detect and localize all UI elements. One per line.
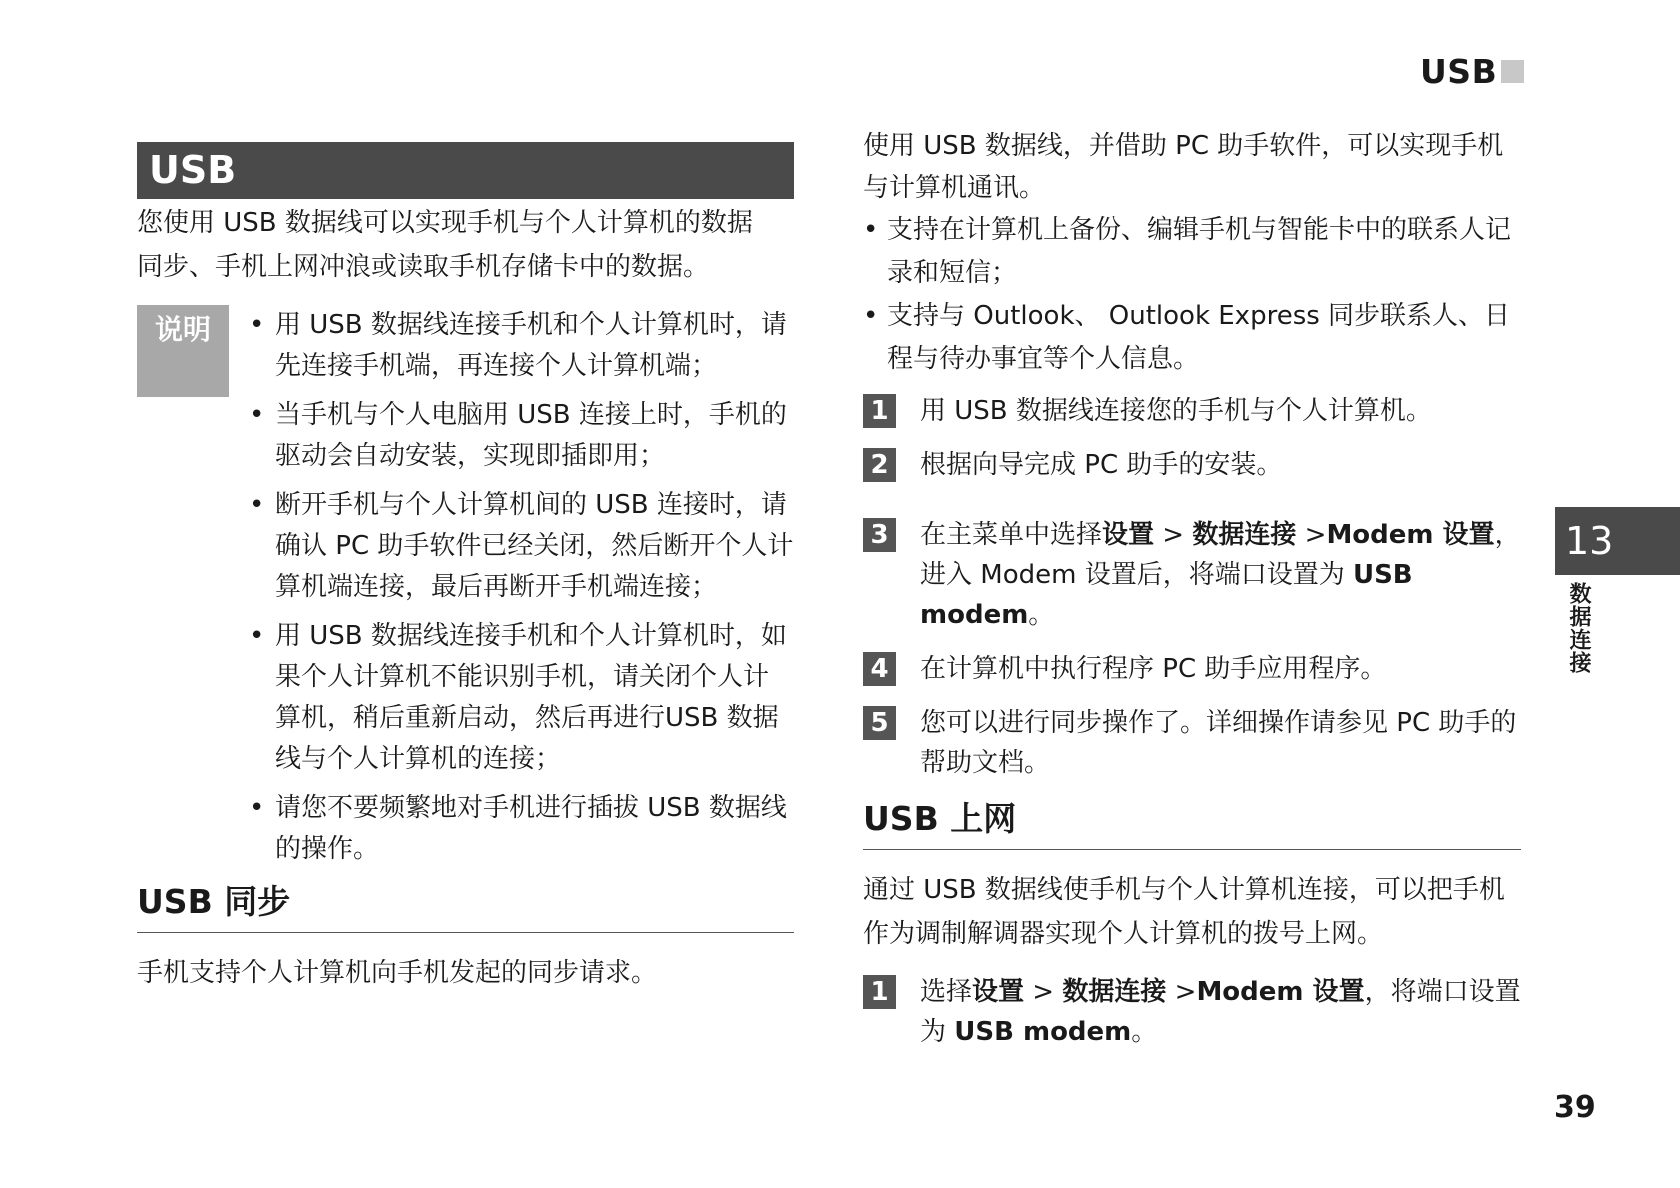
menu-separator: > (1024, 977, 1063, 1007)
step-number-badge: 3 (863, 518, 896, 552)
usb-internet-heading: USB 上网 (863, 797, 1521, 850)
step-text (920, 977, 1521, 1047)
step-text-part: ，将端口设置为 (920, 977, 1521, 1047)
step-item (863, 649, 1521, 689)
note-item: • 用 USB 数据线连接手机和个人计算机时，请先连接手机端，再连接个人计算机端； (247, 305, 794, 387)
step-text: 根据向导完成 PC 助手的安装。 (920, 450, 1283, 480)
step-item (863, 972, 1521, 1052)
step-text: 在计算机中执行程序 PC 助手应用程序。 (920, 654, 1387, 684)
menu-path-data-connection: 数据连接 (1062, 977, 1167, 1007)
intro-line-1: 您使用 USB 数据线可以实现手机与个人计算机的数据 (137, 208, 753, 238)
chapter-label: 数据连接 (1566, 582, 1591, 674)
menu-separator: > (1296, 520, 1327, 550)
step-text-part: 。 (1131, 1017, 1158, 1047)
menu-path-modem-settings: Modem 设置 (1326, 520, 1495, 550)
step-text: 您可以进行同步操作了。详细操作请参见 PC 助手的帮助文档。 (920, 708, 1517, 778)
running-header-title: USB (1420, 52, 1498, 91)
step-number-badge: 4 (863, 652, 896, 686)
step-text-part: 。 (1028, 600, 1055, 630)
pc-assistant-intro: 使用 USB 数据线，并借助 PC 助手软件，可以实现手机与计算机通讯。 (863, 131, 1504, 203)
step-number-badge: 5 (863, 706, 896, 740)
menu-path-data-connection: 数据连接 (1192, 520, 1297, 550)
menu-separator: > (1166, 977, 1197, 1007)
step-item (863, 515, 1521, 635)
feature-item: • 支持与 Outlook、 Outlook Express 同步联系人、日程与待办事宜等个人信息。 (863, 295, 1521, 381)
usb-modem-option: USB modem (954, 1017, 1132, 1047)
feature-list (863, 209, 1521, 381)
usb-internet-text: 通过 USB 数据线使手机与个人计算机连接，可以把手机作为调制解调器实现个人计算机的拨号上网。 (863, 875, 1505, 949)
menu-separator: > (1154, 520, 1193, 550)
note-block (137, 305, 794, 870)
step-item (863, 703, 1521, 783)
left-column (137, 142, 794, 995)
step-text-part: 选择 (920, 977, 973, 1007)
note-item: • 当手机与个人电脑用 USB 连接上时，手机的驱动会自动安装，实现即插即用； (247, 395, 794, 477)
step-text: 用 USB 数据线连接您的手机与个人计算机。 (920, 396, 1432, 426)
note-list (247, 305, 794, 870)
step-text-part: ，进入 Modem 设置后，将端口设置为 (920, 520, 1521, 590)
note-label: 说明 (137, 305, 229, 397)
step-text-part: 在主菜单中选择 (920, 520, 1103, 550)
usb-sync-text: 手机支持个人计算机向手机发起的同步请求。 (137, 958, 658, 988)
section-banner: USB (137, 142, 794, 199)
install-steps (863, 391, 1521, 783)
step-number-badge: 2 (863, 448, 896, 482)
menu-path-settings: 设置 (1102, 520, 1155, 550)
note-item: • 请您不要频繁地对手机进行插拔 USB 数据线的操作。 (247, 788, 794, 870)
usb-modem-option: USB modem (920, 560, 1413, 630)
step-number-badge: 1 (863, 394, 896, 428)
step-item (863, 445, 1521, 485)
note-item: • 用 USB 数据线连接手机和个人计算机时，如果个人计算机不能识别手机，请关闭个人计算机，稍后重新启动，然后再进行USB 数据线与个人计算机的连接； (247, 616, 794, 780)
right-column (863, 125, 1521, 1066)
feature-item: • 支持在计算机上备份、编辑手机与智能卡中的联系人记录和短信； (863, 209, 1521, 295)
menu-path-modem-settings: Modem 设置 (1196, 977, 1365, 1007)
header-square-marker (1501, 60, 1524, 83)
step-text (920, 520, 1521, 630)
usb-sync-heading: USB 同步 (137, 880, 794, 933)
chapter-tab: 13 (1555, 507, 1680, 575)
menu-path-settings: 设置 (972, 977, 1025, 1007)
page-number: 39 (1554, 1090, 1596, 1125)
step-item (863, 391, 1521, 431)
step-number-badge: 1 (863, 975, 896, 1009)
intro-line-2: 同步、手机上网冲浪或读取手机存储卡中的数据。 (137, 252, 710, 282)
note-item: • 断开手机与个人计算机间的 USB 连接时，请确认 PC 助手软件已经关闭，然后断开个人计算机端连接，最后再断开手机端连接； (247, 485, 794, 608)
